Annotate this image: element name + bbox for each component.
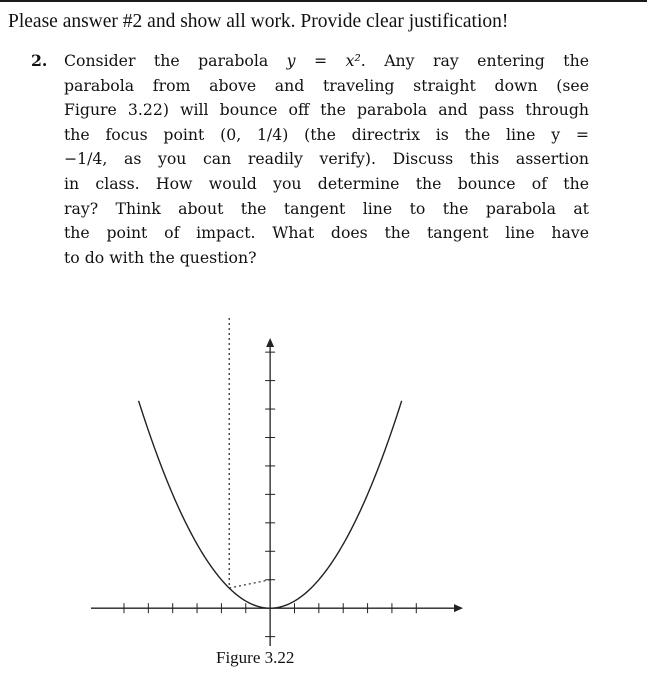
problem-text — [64, 49, 589, 270]
problem-line — [64, 49, 589, 74]
problem-line: in class. How would you determine the bounce of the — [64, 173, 589, 193]
problem-line: the focus point (0, 1/4) (the directrix is the line y = — [64, 124, 589, 144]
x-axis-arrow — [454, 604, 463, 612]
problem-text-fragment: . Any ray entering the — [360, 51, 589, 70]
problem-line: the point of impact. What does the tangent line have — [64, 223, 589, 243]
top-border — [0, 0, 647, 2]
problem-line: −1/4, as you can readily verify). Discuss this assertion — [64, 149, 589, 169]
problem-line: Figure 3.22) will bounce off the parabola and pass through — [64, 100, 589, 120]
figure-caption: Figure 3.22 — [216, 648, 295, 667]
problem-text-fragment: Consider the parabola — [64, 51, 287, 70]
problem-line: to do with the question? — [64, 247, 257, 267]
parabola-plot — [85, 318, 465, 648]
equation: y = x² — [286, 51, 361, 70]
instruction-text: Please answer #2 and show all work. Provide clear justification! — [8, 11, 509, 32]
problem-line: parabola from above and traveling straight down (see — [64, 75, 589, 95]
figure-3-22 — [85, 318, 465, 648]
reflected-ray — [229, 580, 270, 588]
problem-number: 2. — [31, 51, 48, 70]
problem-line: ray? Think about the tangent line to the parabola at — [64, 198, 589, 218]
y-axis-arrow — [266, 338, 274, 347]
